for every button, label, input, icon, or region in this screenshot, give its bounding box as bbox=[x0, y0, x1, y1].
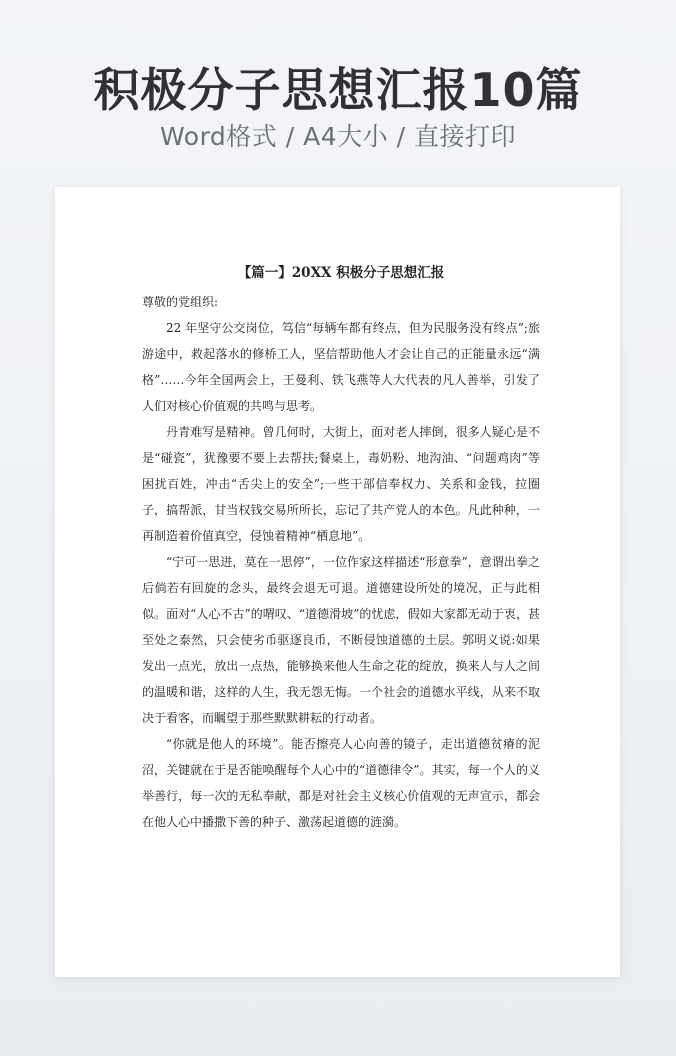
document-page-preview bbox=[55, 187, 620, 977]
document-title: 【篇一】20XX 积极分子思想汇报 bbox=[237, 265, 445, 281]
document-salutation: 尊敬的党组织: bbox=[142, 295, 219, 309]
document-paragraph-4: “你就是他人的环境”。能否擦亮人心向善的镜子，走出道德贫瘠的泥沼，关键就在于是否能唤醒每个人心中的“道德律令”。其实，每一个人的义举善行，每一次的无私奉献，都是对社会主义核心价值观的无声宣示，都会在他人心中播撒下善的种子、激荡起道德的涟漪。 bbox=[142, 737, 540, 829]
document-body bbox=[142, 263, 540, 835]
page-title: 积极分子思想汇报10篇 bbox=[93, 63, 583, 117]
document-paragraph-3: “宁可一思进，莫在一思停”，一位作家这样描述“形意拳”，意谓出拳之后倘若有回旋的念头，最终会退无可退。道德建设所处的境况，正与此相似。面对“人心不古”的喟叹、“道德滑坡”的忧虑，假如大家都无动于衷，甚至处之泰然，只会使劣币驱逐良币，不断侵蚀道德的土层。郭明义说:如果发出一点光，放出一点热，能够换来他人生命之花的绽放，换来人与人之间的温暖和谐，这样的人生，我无怨无悔。一个社会的道德水平线，从来不取决于看客，而瞩望于那些默默耕耘的行动者。 bbox=[142, 555, 540, 725]
banner-header bbox=[0, 0, 676, 185]
document-paragraph-1: 22 年坚守公交岗位，笃信“每辆车都有终点，但为民服务没有终点”;旅游途中，救起落水的修桥工人，坚信帮助他人才会让自己的正能量永远“满格”……今年全国两会上，王曼利、铁飞燕等人大代表的凡人善举，引发了人们对核心价值观的共鸣与思考。 bbox=[142, 321, 540, 413]
document-paragraph-2: 丹青难写是精神。曾几何时，大街上，面对老人摔倒，很多人疑心是不是“碰瓷”，犹豫要不要上去帮扶;餐桌上，毒奶粉、地沟油、“问题鸡肉”等困扰百姓，冲击“舌尖上的安全”;一些干部信奉权力、关系和金钱，拉圈子，搞帮派，甘当权钱交易所所长，忘记了共产党人的本色。凡此种种，一再制造着价值真空，侵蚀着精神“栖息地”。 bbox=[142, 425, 540, 543]
page-subtitle: Word格式 / A4大小 / 直接打印 bbox=[160, 122, 516, 151]
